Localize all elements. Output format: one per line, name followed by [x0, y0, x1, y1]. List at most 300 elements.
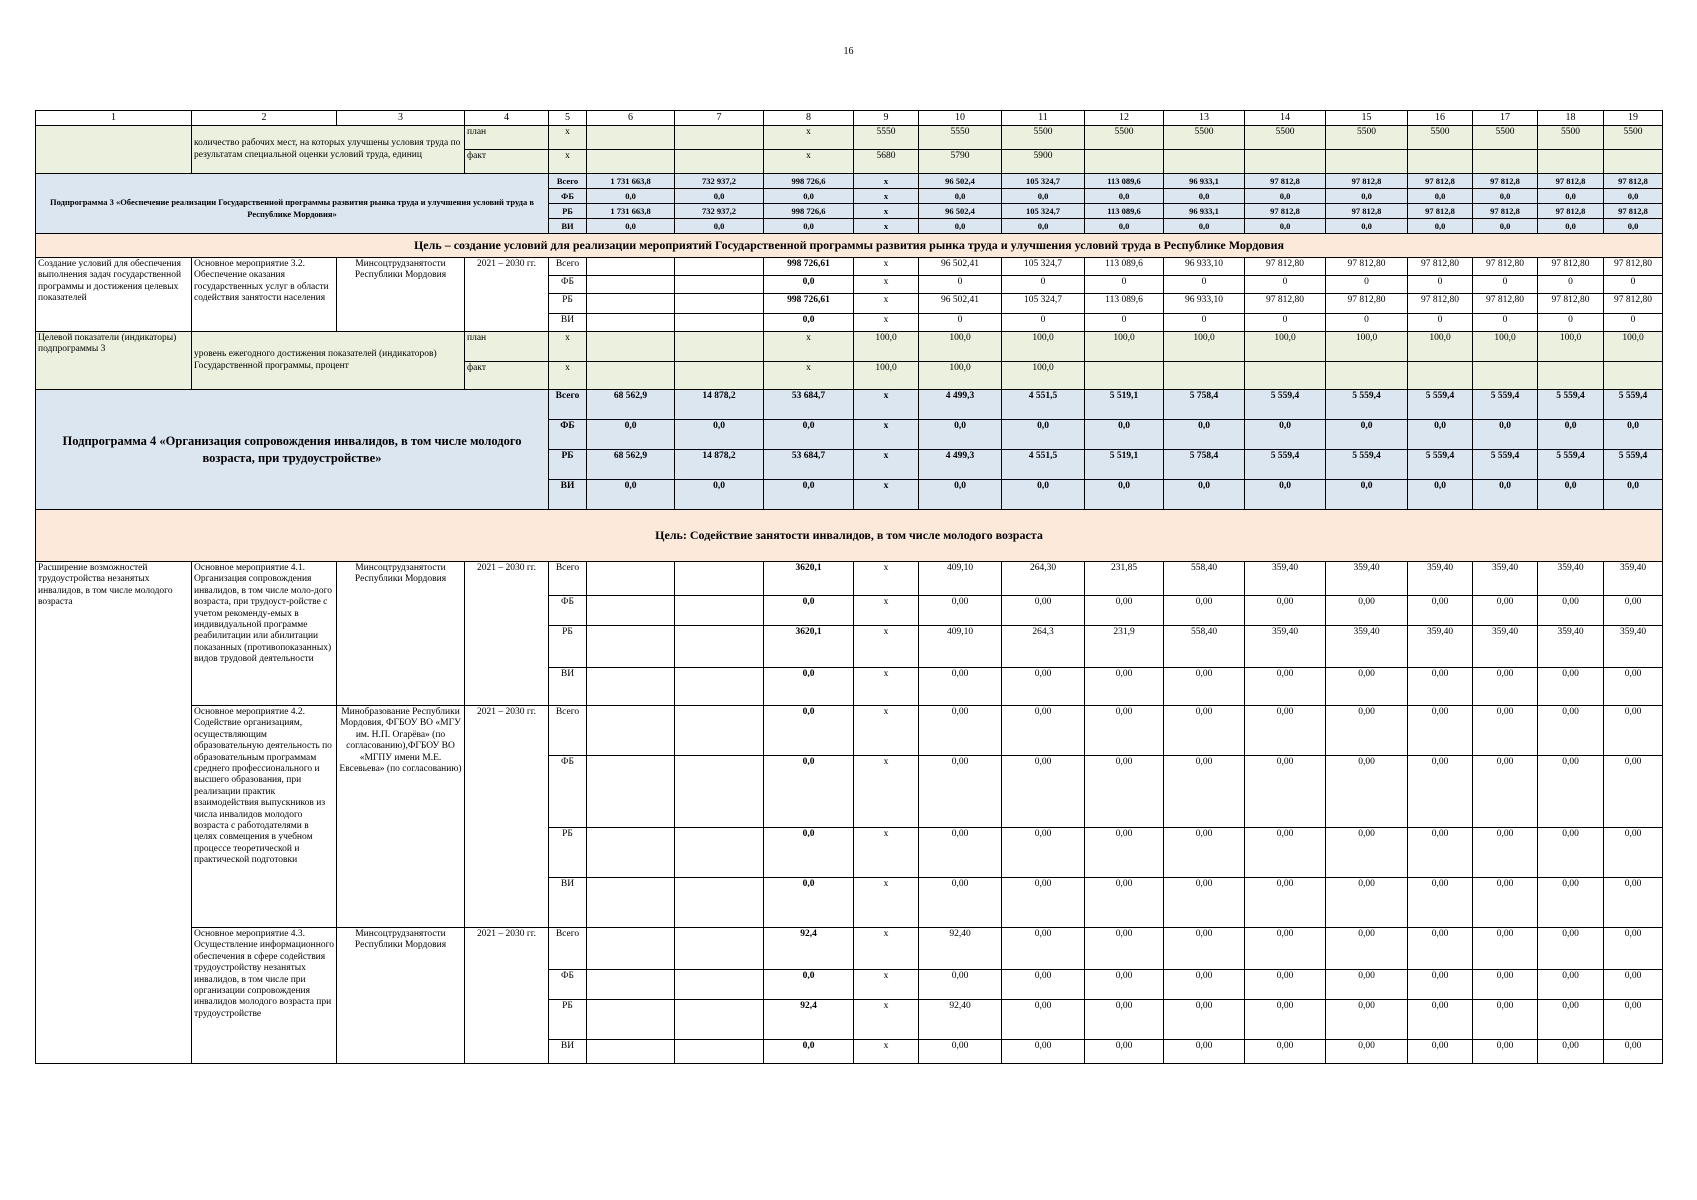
- value-cell: [675, 970, 764, 1000]
- value-cell: 97 812,8: [1473, 204, 1538, 219]
- value-cell: [1538, 362, 1604, 390]
- value-cell: 5550: [919, 126, 1002, 150]
- value-cell: [587, 970, 675, 1000]
- value-cell: [587, 276, 675, 294]
- value-cell: 0,00: [919, 828, 1002, 878]
- value-cell: 0,0: [764, 480, 854, 510]
- budget-label: РБ: [549, 450, 587, 480]
- value-cell: 0,0: [1408, 189, 1473, 204]
- value-cell: 100,0: [1164, 332, 1245, 362]
- value-cell: [1164, 362, 1245, 390]
- value-cell: 92,4: [764, 928, 854, 970]
- value-cell: 92,40: [919, 928, 1002, 970]
- subprogram-4-title: Подпрограмма 4 «Организация сопровождения инвалидов, в том числе молодого возраста, при трудоустройстве»: [36, 390, 549, 510]
- column-header: 9: [854, 111, 919, 126]
- value-cell: 0,00: [1408, 706, 1473, 756]
- budget-label: ВИ: [549, 480, 587, 510]
- value-cell: 0,00: [1002, 1040, 1085, 1064]
- task-4: Расширение возможностей трудоустройства незанятых инвалидов, в том числе молодого возраста: [36, 562, 192, 1064]
- value-cell: x: [854, 706, 919, 756]
- value-cell: 0,0: [1085, 189, 1164, 204]
- value-cell: 0,0: [675, 219, 764, 234]
- value-cell: [1408, 362, 1473, 390]
- value-cell: [1085, 362, 1164, 390]
- column-header: 12: [1085, 111, 1164, 126]
- value-cell: 100,0: [1473, 332, 1538, 362]
- value-cell: 0,0: [919, 219, 1002, 234]
- value-cell: 0: [1538, 276, 1604, 294]
- table-row: [36, 928, 1663, 970]
- value-cell: [587, 626, 675, 668]
- value-cell: 0,0: [587, 219, 675, 234]
- value-cell: 0,00: [1538, 878, 1604, 928]
- value-cell: [675, 562, 764, 596]
- value-cell: 113 089,6: [1085, 258, 1164, 276]
- value-cell: 96 502,4: [919, 174, 1002, 189]
- value-cell: [587, 150, 675, 174]
- value-cell: 100,0: [854, 332, 919, 362]
- value-cell: 0,0: [764, 596, 854, 626]
- table-row: [36, 562, 1663, 596]
- value-cell: 558,40: [1164, 626, 1245, 668]
- value-cell: 0,00: [1408, 596, 1473, 626]
- value-cell: 0,0: [1085, 480, 1164, 510]
- value-cell: 0: [1408, 276, 1473, 294]
- value-cell: 0,00: [1604, 970, 1663, 1000]
- value-cell: 0,00: [1326, 878, 1408, 928]
- value-cell: 0,00: [1164, 596, 1245, 626]
- budget-label: ФБ: [549, 756, 587, 828]
- budget-label: ВИ: [549, 878, 587, 928]
- value-cell: [1245, 362, 1326, 390]
- value-cell: 0,0: [1002, 420, 1085, 450]
- value-cell: 0,0: [1604, 189, 1663, 204]
- value-cell: 100,0: [919, 362, 1002, 390]
- table-row: [36, 332, 1663, 362]
- value-cell: 0,00: [1538, 1040, 1604, 1064]
- budget-label: РБ: [549, 828, 587, 878]
- value-cell: 5 758,4: [1164, 390, 1245, 420]
- value-cell: 1 731 663,8: [587, 204, 675, 219]
- value-cell: 359,40: [1604, 562, 1663, 596]
- value-cell: 0,00: [1245, 828, 1326, 878]
- value-cell: [587, 878, 675, 928]
- value-cell: x: [854, 450, 919, 480]
- value-cell: x: [854, 1000, 919, 1040]
- value-cell: 359,40: [1408, 626, 1473, 668]
- value-cell: 0: [1164, 314, 1245, 332]
- fact-label: факт: [465, 150, 549, 174]
- value-cell: 0,00: [1473, 928, 1538, 970]
- fact-label: факт: [465, 362, 549, 390]
- value-cell: 0,00: [1473, 1040, 1538, 1064]
- value-cell: 0: [1604, 276, 1663, 294]
- value-cell: 0,00: [1002, 970, 1085, 1000]
- value-cell: 359,40: [1473, 626, 1538, 668]
- value-cell: 100,0: [1002, 332, 1085, 362]
- value-cell: 97 812,80: [1408, 258, 1473, 276]
- value-cell: 0,00: [1408, 668, 1473, 706]
- value-cell: 0,0: [764, 970, 854, 1000]
- value-cell: 97 812,8: [1408, 204, 1473, 219]
- value-cell: 53 684,7: [764, 450, 854, 480]
- measure-4_2-name: Основное мероприятие 4.2. Содействие организациям, осуществляющим образовательную деятельность по образовательным программам среднего профессионального и высшего образования, при реализации практик взаимодействия выпускников из числа инвалидов молодого возраста с работодателями в целях совмещения в учебном процессе теоретической и практической подготовки: [192, 706, 337, 928]
- value-cell: [1604, 362, 1663, 390]
- value-cell: 0,0: [764, 828, 854, 878]
- value-cell: 0,00: [1538, 828, 1604, 878]
- value-cell: x: [764, 332, 854, 362]
- value-cell: 0,00: [1473, 878, 1538, 928]
- value-cell: x: [854, 928, 919, 970]
- measure-4_1-name: Основное мероприятие 4.1. Организация сопровождения инвалидов, в том числе моло-дого возраста, при трудоуст-ройстве с учетом рекоменду-емых в индивидуальной программе реабилитации или абилитации показанных (противопоказанных) видов трудовой деятельности: [192, 562, 337, 706]
- table-row: [36, 706, 1663, 756]
- value-cell: x: [854, 1040, 919, 1064]
- period: 2021 – 2030 гг.: [465, 706, 549, 928]
- value-cell: 100,0: [919, 332, 1002, 362]
- value-cell: 0,00: [1002, 1000, 1085, 1040]
- value-cell: 97 812,80: [1538, 294, 1604, 314]
- value-cell: [675, 1040, 764, 1064]
- value-cell: 0,0: [1085, 420, 1164, 450]
- value-cell: 0,00: [1604, 706, 1663, 756]
- value-cell: 0,00: [1245, 1040, 1326, 1064]
- value-cell: 359,40: [1604, 626, 1663, 668]
- table-row: [36, 111, 1663, 126]
- executor: Минсоцтрудзанятости Республики Мордовия: [337, 562, 465, 706]
- value-cell: 0,0: [1538, 219, 1604, 234]
- value-cell: 92,40: [919, 1000, 1002, 1040]
- value-cell: 96 933,10: [1164, 258, 1245, 276]
- value-cell: 5 559,4: [1473, 390, 1538, 420]
- value-cell: 231,85: [1085, 562, 1164, 596]
- value-cell: 0,0: [1164, 219, 1245, 234]
- executor: Минсоцтрудзанятости Республики Мордовия: [337, 928, 465, 1064]
- value-cell: 105 324,7: [1002, 174, 1085, 189]
- value-cell: 0,00: [1245, 878, 1326, 928]
- budget-label: РБ: [549, 1000, 587, 1040]
- value-cell: 0,00: [1164, 928, 1245, 970]
- value-cell: 0,00: [1164, 970, 1245, 1000]
- value-cell: 97 812,8: [1473, 174, 1538, 189]
- period: 2021 – 2030 гг.: [465, 928, 549, 1064]
- value-cell: 0: [1002, 314, 1085, 332]
- value-cell: 0,00: [1408, 878, 1473, 928]
- value-cell: 0,0: [1473, 480, 1538, 510]
- value-cell: 0,0: [675, 420, 764, 450]
- value-cell: 0,00: [919, 668, 1002, 706]
- value-cell: 96 933,1: [1164, 204, 1245, 219]
- task-3: Создание условий для обеспечения выполнения задач государственной программы и достижения целевых показателей: [36, 258, 192, 332]
- value-cell: 5 559,4: [1408, 390, 1473, 420]
- value-cell: 0,0: [1326, 420, 1408, 450]
- page-number: 16: [843, 46, 854, 57]
- value-cell: 97 812,8: [1245, 204, 1326, 219]
- value-cell: [587, 1040, 675, 1064]
- value-cell: 732 937,2: [675, 204, 764, 219]
- budget-label: ВИ: [549, 668, 587, 706]
- value-cell: [587, 258, 675, 276]
- value-cell: x: [854, 878, 919, 928]
- value-cell: x: [854, 828, 919, 878]
- value-cell: 5 519,1: [1085, 450, 1164, 480]
- value-cell: 359,40: [1408, 562, 1473, 596]
- value-cell: 0,00: [1538, 1000, 1604, 1040]
- value-cell: 96 933,10: [1164, 294, 1245, 314]
- column-header: 16: [1408, 111, 1473, 126]
- column-header: 17: [1473, 111, 1538, 126]
- column-header: 13: [1164, 111, 1245, 126]
- value-cell: 5 559,4: [1538, 390, 1604, 420]
- value-cell: 0,00: [1604, 756, 1663, 828]
- value-cell: 0,00: [1002, 596, 1085, 626]
- value-cell: x: [764, 362, 854, 390]
- value-cell: 97 812,80: [1245, 294, 1326, 314]
- value-cell: [675, 1000, 764, 1040]
- value-cell: [675, 756, 764, 828]
- value-cell: 0,00: [1085, 828, 1164, 878]
- value-cell: [1245, 150, 1326, 174]
- value-cell: 0,0: [919, 420, 1002, 450]
- value-cell: 0,00: [1002, 878, 1085, 928]
- column-header: 14: [1245, 111, 1326, 126]
- value-cell: 0,0: [1473, 189, 1538, 204]
- budget-label: Всего: [549, 390, 587, 420]
- value-cell: 3620,1: [764, 562, 854, 596]
- value-cell: 0,0: [1164, 480, 1245, 510]
- value-cell: [1408, 150, 1473, 174]
- value-cell: 100,0: [1002, 362, 1085, 390]
- value-cell: 97 812,8: [1326, 174, 1408, 189]
- value-cell: 97 812,80: [1538, 258, 1604, 276]
- budget-label: ВИ: [549, 219, 587, 234]
- table-row: [36, 258, 1663, 276]
- value-cell: [587, 562, 675, 596]
- value-cell: 0,0: [1538, 189, 1604, 204]
- value-cell: 14 878,2: [675, 390, 764, 420]
- value-cell: 0,00: [1085, 1040, 1164, 1064]
- value-cell: 0,00: [1002, 828, 1085, 878]
- value-cell: 231,9: [1085, 626, 1164, 668]
- value-cell: 5 559,4: [1326, 390, 1408, 420]
- value-cell: [1326, 150, 1408, 174]
- value-cell: 0,00: [1085, 596, 1164, 626]
- value-cell: 5 559,4: [1326, 450, 1408, 480]
- budget-label: РБ: [549, 294, 587, 314]
- value-cell: 0,0: [1326, 189, 1408, 204]
- value-cell: 0,0: [1604, 219, 1663, 234]
- value-cell: 0,00: [1408, 1040, 1473, 1064]
- value-cell: 0,00: [1164, 756, 1245, 828]
- value-cell: 1 731 663,8: [587, 174, 675, 189]
- value-cell: 732 937,2: [675, 174, 764, 189]
- table-row: [36, 174, 1663, 189]
- value-cell: 97 812,8: [1326, 204, 1408, 219]
- value-cell: 0,00: [1604, 1000, 1663, 1040]
- value-cell: 97 812,80: [1473, 258, 1538, 276]
- value-cell: x: [854, 668, 919, 706]
- value-cell: x: [549, 150, 587, 174]
- value-cell: [587, 314, 675, 332]
- budget-label: Всего: [549, 258, 587, 276]
- value-cell: 97 812,80: [1408, 294, 1473, 314]
- value-cell: 0,00: [1085, 756, 1164, 828]
- value-cell: 0,0: [1085, 219, 1164, 234]
- value-cell: 0,0: [1408, 420, 1473, 450]
- value-cell: 0,0: [764, 1040, 854, 1064]
- value-cell: 0: [1164, 276, 1245, 294]
- value-cell: [675, 928, 764, 970]
- value-cell: 0,0: [1245, 420, 1326, 450]
- value-cell: 96 933,1: [1164, 174, 1245, 189]
- value-cell: 105 324,7: [1002, 204, 1085, 219]
- value-cell: 5500: [1164, 126, 1245, 150]
- value-cell: [587, 828, 675, 878]
- value-cell: x: [854, 189, 919, 204]
- value-cell: 4 551,5: [1002, 450, 1085, 480]
- value-cell: 0,00: [1604, 828, 1663, 878]
- value-cell: 0,00: [1002, 928, 1085, 970]
- value-cell: 5550: [854, 126, 919, 150]
- value-cell: 0,00: [1604, 668, 1663, 706]
- budget-label: ФБ: [549, 596, 587, 626]
- value-cell: x: [854, 626, 919, 668]
- value-cell: 5 559,4: [1408, 450, 1473, 480]
- value-cell: [587, 1000, 675, 1040]
- value-cell: x: [854, 480, 919, 510]
- value-cell: 0,0: [1538, 480, 1604, 510]
- value-cell: 97 812,80: [1245, 258, 1326, 276]
- value-cell: 5500: [1538, 126, 1604, 150]
- table-row: [36, 510, 1663, 562]
- column-header: 18: [1538, 111, 1604, 126]
- value-cell: [675, 596, 764, 626]
- value-cell: x: [854, 294, 919, 314]
- value-cell: 5900: [1002, 150, 1085, 174]
- budget-label: Всего: [549, 174, 587, 189]
- value-cell: [1326, 362, 1408, 390]
- column-header: 19: [1604, 111, 1663, 126]
- value-cell: 0: [1085, 276, 1164, 294]
- value-cell: 0: [1538, 314, 1604, 332]
- value-cell: 113 089,6: [1085, 294, 1164, 314]
- budget-table: [35, 110, 1663, 1064]
- value-cell: x: [549, 126, 587, 150]
- value-cell: 0,00: [919, 970, 1002, 1000]
- value-cell: 0,00: [1245, 596, 1326, 626]
- value-cell: [675, 626, 764, 668]
- measure-4_3-name: Основное мероприятие 4.3. Осуществление информационного обеспечения в сфере содействия трудоустройству незанятых инвалидов, в том числе при организации сопровождения инвалидов молодого возраста при трудоустройстве: [192, 928, 337, 1064]
- value-cell: 0,00: [1473, 828, 1538, 878]
- value-cell: 113 089,6: [1085, 174, 1164, 189]
- value-cell: 0,00: [1164, 668, 1245, 706]
- value-cell: 0,0: [1164, 189, 1245, 204]
- table-row: [36, 234, 1663, 258]
- value-cell: 0,00: [1604, 928, 1663, 970]
- column-header: 11: [1002, 111, 1085, 126]
- value-cell: 0,00: [1245, 970, 1326, 1000]
- value-cell: x: [854, 204, 919, 219]
- value-cell: 105 324,7: [1002, 294, 1085, 314]
- budget-label: РБ: [549, 204, 587, 219]
- value-cell: 0: [1245, 314, 1326, 332]
- value-cell: 0,00: [919, 756, 1002, 828]
- value-cell: 0,0: [1473, 420, 1538, 450]
- value-cell: 0,0: [764, 189, 854, 204]
- value-cell: 359,40: [1538, 562, 1604, 596]
- value-cell: 100,0: [854, 362, 919, 390]
- value-cell: 53 684,7: [764, 390, 854, 420]
- value-cell: 0: [1002, 276, 1085, 294]
- value-cell: 0,00: [1473, 1000, 1538, 1040]
- value-cell: 0,00: [1538, 706, 1604, 756]
- value-cell: 0,00: [1164, 828, 1245, 878]
- value-cell: 998 726,61: [764, 294, 854, 314]
- value-cell: 0: [1245, 276, 1326, 294]
- budget-label: ФБ: [549, 276, 587, 294]
- value-cell: 0,00: [1604, 878, 1663, 928]
- value-cell: 5 758,4: [1164, 450, 1245, 480]
- value-cell: 96 502,41: [919, 294, 1002, 314]
- period: 2021 – 2030 гг.: [465, 562, 549, 706]
- value-cell: 359,40: [1473, 562, 1538, 596]
- value-cell: 0,0: [919, 480, 1002, 510]
- column-header: 1: [36, 111, 192, 126]
- indicators-3-name: уровень ежегодного достижения показателей (индикаторов) Государственной программы, процент: [192, 332, 465, 390]
- value-cell: 4 499,3: [919, 450, 1002, 480]
- column-header: 3: [337, 111, 465, 126]
- value-cell: 5 559,4: [1245, 390, 1326, 420]
- value-cell: [675, 706, 764, 756]
- value-cell: 5 559,4: [1604, 390, 1663, 420]
- value-cell: 0,0: [1245, 189, 1326, 204]
- table-row: [36, 390, 1663, 420]
- value-cell: 0,0: [1408, 219, 1473, 234]
- value-cell: 0,00: [1164, 706, 1245, 756]
- value-cell: 0,00: [1245, 928, 1326, 970]
- indicator-name: количество рабочих мест, на которых улучшены условия труда по результатам специальной оценки условий труда, единиц: [192, 126, 465, 174]
- value-cell: 0,0: [764, 706, 854, 756]
- value-cell: 0,0: [587, 420, 675, 450]
- value-cell: [675, 828, 764, 878]
- value-cell: [675, 258, 764, 276]
- value-cell: [1164, 150, 1245, 174]
- value-cell: [587, 294, 675, 314]
- value-cell: 0,00: [1085, 928, 1164, 970]
- value-cell: 5680: [854, 150, 919, 174]
- value-cell: 97 812,8: [1604, 174, 1663, 189]
- value-cell: [1473, 362, 1538, 390]
- value-cell: 97 812,8: [1604, 204, 1663, 219]
- value-cell: 0,00: [1245, 756, 1326, 828]
- budget-label: ФБ: [549, 970, 587, 1000]
- value-cell: 0: [1473, 276, 1538, 294]
- value-cell: 0,00: [1408, 1000, 1473, 1040]
- value-cell: [587, 362, 675, 390]
- value-cell: 97 812,80: [1604, 258, 1663, 276]
- value-cell: 0,00: [1002, 706, 1085, 756]
- value-cell: 0,0: [1408, 480, 1473, 510]
- value-cell: 0,00: [919, 596, 1002, 626]
- column-header: 2: [192, 111, 337, 126]
- value-cell: 0,00: [1538, 668, 1604, 706]
- value-cell: 5500: [1085, 126, 1164, 150]
- value-cell: 3620,1: [764, 626, 854, 668]
- value-cell: [1085, 150, 1164, 174]
- value-cell: x: [764, 150, 854, 174]
- value-cell: 0,00: [1408, 756, 1473, 828]
- value-cell: 100,0: [1408, 332, 1473, 362]
- budget-label: Всего: [549, 706, 587, 756]
